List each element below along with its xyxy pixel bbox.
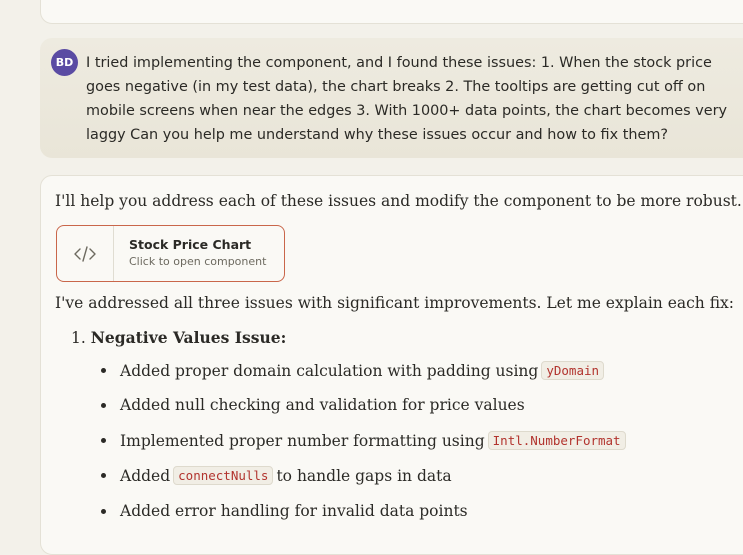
bullet-item [101,361,607,380]
bullet-item [101,466,452,485]
inline-code: connectNulls [173,466,273,485]
assistant-intro: I'll help you address each of these issues and modify the component to be more robust. [55,192,742,210]
artifact-subtitle: Click to open component [129,255,267,268]
code-icon [57,226,114,281]
bullet-dot [101,438,106,443]
assistant-explanation: I've addressed all three issues with significant improvements. Let me explain each fix: [55,294,735,312]
bullet-dot [101,473,106,478]
inline-code: yDomain [541,361,604,380]
bullet-item [101,396,525,414]
bullet-text: Implemented proper number formatting using [120,431,485,450]
user-avatar: BD [51,49,78,76]
ordered-list-item-1 [71,328,286,347]
bullet-text: Added [120,466,171,485]
artifact-title: Stock Price Chart [129,237,252,252]
bullet-dot [101,368,106,373]
previous-message-card [40,0,743,24]
bullet-dot [101,403,106,408]
bullet-item [101,502,468,520]
bullet-text: Added null checking and validation for price values [120,396,525,414]
inline-code: Intl.NumberFormat [488,431,626,450]
artifact-card-stock-price-chart[interactable] [56,225,285,282]
list-number: 1. [71,329,86,347]
list-item-title: Negative Values Issue: [90,328,287,347]
user-message-text: I tried implementing the component, and I found these issues: 1. When the stock price goes negative (in my test data), the chart breaks 2. The tooltips are getting cut off on mobile screens when near the edges 3. With 1000+ data points, the chart becomes very laggy Can you help me understand why these issues occur and how to fix them? [86,55,728,143]
bullet-item [101,431,629,450]
bullet-dot [101,509,106,514]
bullet-text: Added proper domain calculation with padding using [120,361,539,380]
assistant-message [40,175,743,555]
user-message [40,38,743,158]
bullet-text: Added error handling for invalid data points [120,502,468,520]
bullet-text: to handle gaps in data [276,466,452,485]
